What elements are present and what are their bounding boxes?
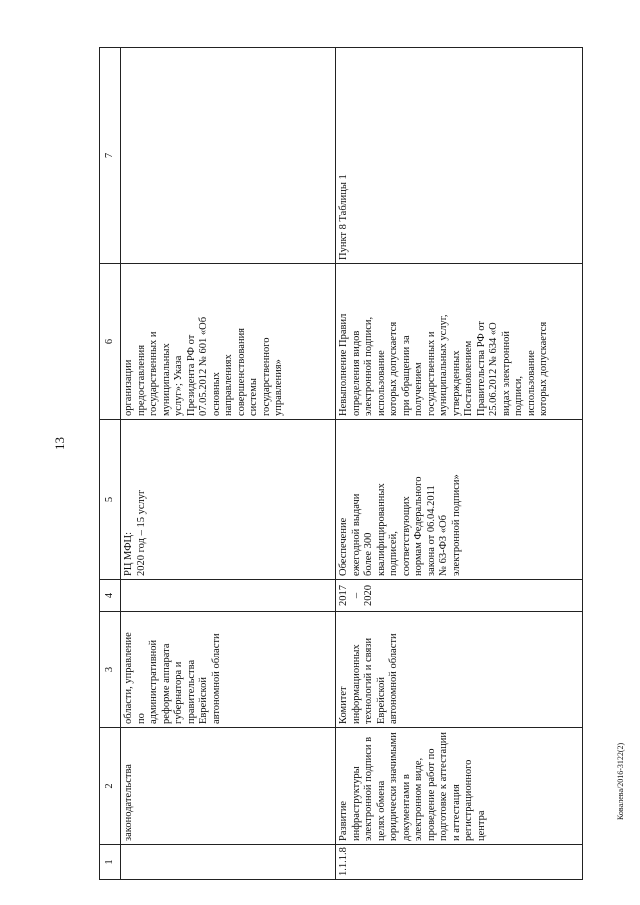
cell-name: законодательства	[121, 728, 336, 845]
header-cell-4: 4	[100, 580, 121, 612]
header-cell-6: 6	[100, 264, 121, 420]
header-cell-7: 7	[100, 48, 121, 264]
header-cell-2: 2	[100, 728, 121, 845]
cell-link: Пункт 8 Таблицы 1	[336, 48, 583, 264]
cell-period: 2017 – 2020	[336, 580, 583, 612]
cell-period	[121, 580, 336, 612]
header-cell-5: 5	[100, 420, 121, 580]
cell-num	[121, 845, 336, 880]
header-cell-3: 3	[100, 612, 121, 728]
header-row	[100, 48, 121, 880]
table-row	[121, 48, 336, 880]
cell-executor: Комитет информационных технологий и связи Еврейской автономной области	[336, 612, 583, 728]
cell-consequences: Невыполнение Правил определения видов электронной подписи, использование которых допускается при обращении за получением государственных и муниципальных услуг, утвержденных Постановлением Правительства РФ от 25.06.2012 № 634 «О видах электронной подписи, использование которых допускается	[336, 264, 583, 420]
page-number: 13	[52, 437, 67, 450]
cell-num: 1.1.1.8	[336, 845, 583, 880]
cell-executor: области, управление по административной реформе аппарата губернатора и правительства Еврейской автономной области	[121, 612, 336, 728]
cell-result: Обеспечение ежегодной выдачи более 300 квалифицированных подписей, соответствующих нормам Федерального закона от 06.04.2011 № 63-ФЗ «Об электронной подписи»	[336, 420, 583, 580]
rotated-table-container	[99, 48, 575, 880]
header-cell-1: 1	[100, 845, 121, 880]
cell-link	[121, 48, 336, 264]
measures-table	[99, 47, 583, 880]
cell-result: РЦ МФЦ: 2020 год – 15 услуг	[121, 420, 336, 580]
cell-consequences: организации предоставления государственных и муниципальных услуг»; Указа Президента РФ от 07.05.2012 № 601 «Об основных направлениях совершенствования системы государственного управления»	[121, 264, 336, 420]
table-row	[336, 48, 583, 880]
cell-name: Развитие инфраструктуры электронной подписи в целях обмена юридически значимыми документами в электронном виде, проведение работ по подготовке к аттестации и аттестация регистрационного центра	[336, 728, 583, 845]
document-code: Ковалева/2016-3122(2)	[616, 742, 625, 820]
